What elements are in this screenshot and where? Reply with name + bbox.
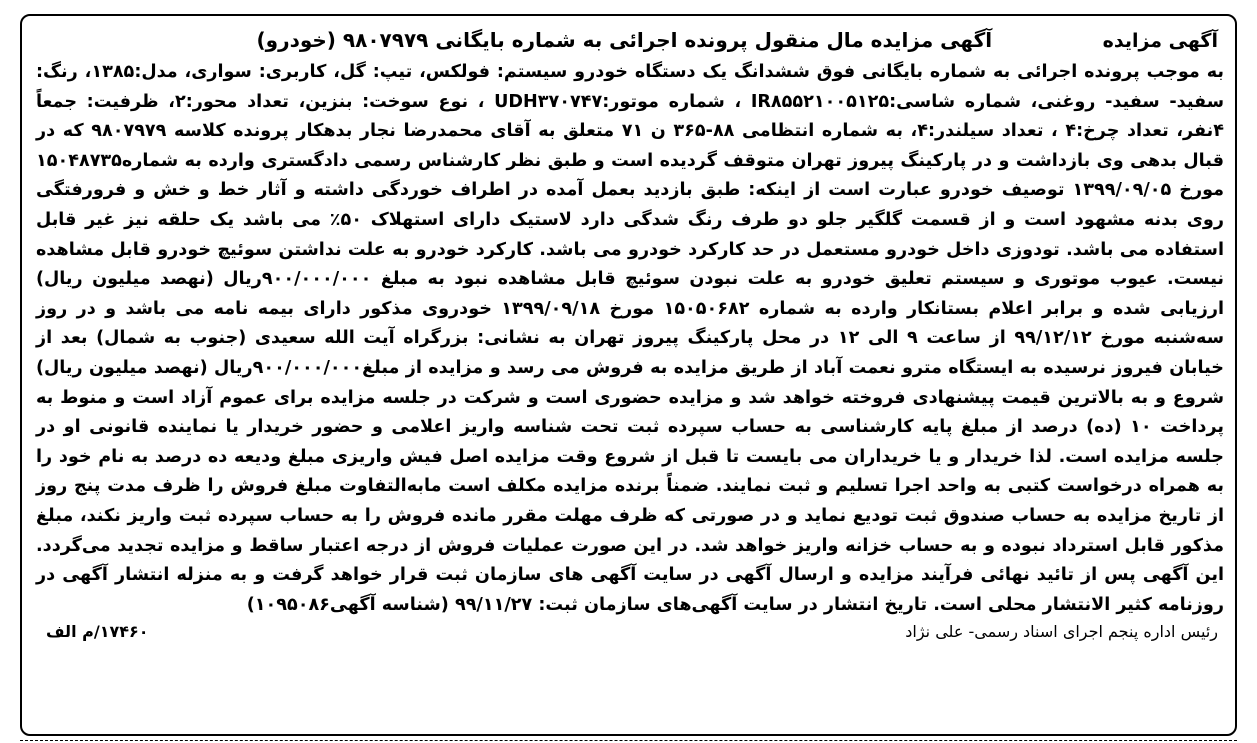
notice-footer — [36, 622, 1224, 641]
notice-label: آگهی مزایده — [1102, 30, 1218, 52]
cut-line-divider — [20, 740, 1237, 741]
signature-line: رئیس اداره پنجم اجرای اسناد رسمی- علی نژاد — [905, 622, 1218, 642]
reference-number: ۱۷۴۶۰/م الف — [46, 622, 149, 642]
auction-notice — [36, 22, 1224, 641]
notice-title: آگهی مزایده مال منقول پرونده اجرائی به شماره بایگانی ۹۸۰۷۹۷۹ (خودرو) — [256, 28, 993, 52]
notice-header — [36, 22, 1224, 58]
notice-body: به موجب پرونده اجرائی به شماره بایگانی فوق ششدانگ یک دستگاه خودرو سیستم: فولکس، تیپ: گل، کاربری: سواری، مدل:۱۳۸۵، رنگ: سفید- سفید- روغنی، شماره شاسی:IR۸۵۵۲۱۰۰۵۱۲۵ ، شماره موتور:UDH۳۷۰۷۴۷ ، نوع سوخت: بنزین، تعداد محور:۲، ظرفیت: جمعاً ۴نفر، تعداد چرخ:۴ ، تعداد سیلندر:۴، به شماره انتظامی ۸۸-۳۶۵ ن ۷۱ متعلق به آقای محمدرضا نجار بدهکار پرونده کلاسه ۹۸۰۷۹۷۹ که در قبال بدهی وی بازداشت و در پارکینگ پیروز تهران متوقف گردیده است و طبق نظر کارشناس رسمی دادگستری وارده به شماره۱۵۰۴۸۷۳۵ مورخ ۱۳۹۹/۰۹/۰۵ توصیف خودرو عبارت است از اینکه: طبق بازدید بعمل آمده در اطراف خوردگی داشته و آثار خط و خش و فرورفتگی روی بدنه مشهود است و از قسمت گلگیر جلو دو طرف رنگ شدگی دارد لاستیک دارای استهلاک ۵۰٪ می باشد یک حلقه نیز غیر قابل استفاده می باشد. تودوزی داخل خودرو مستعمل در حد کارکرد خودرو می باشد. کارکرد خودرو به علت نداشتن سوئیچ خودرو قابل مشاهده نیست. عیوب موتوری و سیستم تعلیق خودرو به علت نبودن سوئیچ قابل مشاهده نبود به مبلغ ۹۰۰/۰۰۰/۰۰۰ریال (نهصد میلیون ریال) ارزیابی شده و برابر اعلام بستانکار وارده به شماره ۱۵۰۵۰۶۸۲ مورخ ۱۳۹۹/۰۹/۱۸ خودروی مذکور دارای بیمه نامه می باشد و در روز سه‌شنبه مورخ ۹۹/۱۲/۱۲ از ساعت ۹ الی ۱۲ در محل پارکینگ پیروز تهران به نشانی: بزرگراه آیت الله سعیدی (جنوب به شمال) بعد از خیابان فیروز نرسیده به ایستگاه مترو نعمت آباد از طریق مزایده به فروش می رسد و مزایده از مبلغ۹۰۰/۰۰۰/۰۰۰ریال (نهصد میلیون ریال) شروع و به بالاترین قیمت پیشنهادی فروخته خواهد شد و مزایده حضوری است و شرکت در جلسه مزایده برای عموم آزاد است و منوط به پرداخت ۱۰ (ده) درصد از مبلغ پایه کارشناسی به حساب سپرده ثبت تحت شناسه واریز اعلامی و حضور خریدار یا نماینده قانونی او در جلسه مزایده است. لذا خریدار و یا خریداران می بایست تا قبل از شروع وقت مزایده اصل فیش واریزی مبلغ ودیعه ده درصد به نام خود را به همراه درخواست کتبی به واحد اجرا تسلیم و ثبت نمایند. ضمناً برنده مزایده مکلف است مابه‌التفاوت مبلغ فروش را ظرف مدت پنج روز از تاریخ مزایده به حساب صندوق ثبت تودیع نماید و در صورتی که ظرف مهلت مقرر مانده فروش را به حساب سپرده ثبت واریز نکند، مبلغ مذکور قابل استرداد نبوده و به حساب خزانه واریز خواهد شد. در این صورت عملیات فروش از درجه اعتبار ساقط و مزایده تجدید می‌گردد. این آگهی پس از تائید نهائی فرآیند مزایده و ارسال آگهی در سایت آگهی های سازمان ثبت قرار خواهد گرفت و به منزله انتشار آگهی در روزنامه کثیر الانتشار محلی است. تاریخ انتشار در سایت آگهی‌های سازمان ثبت: ۹۹/۱۱/۲۷ (شناسه آگهی۱۰۹۵۰۸۶) — [36, 62, 1225, 615]
